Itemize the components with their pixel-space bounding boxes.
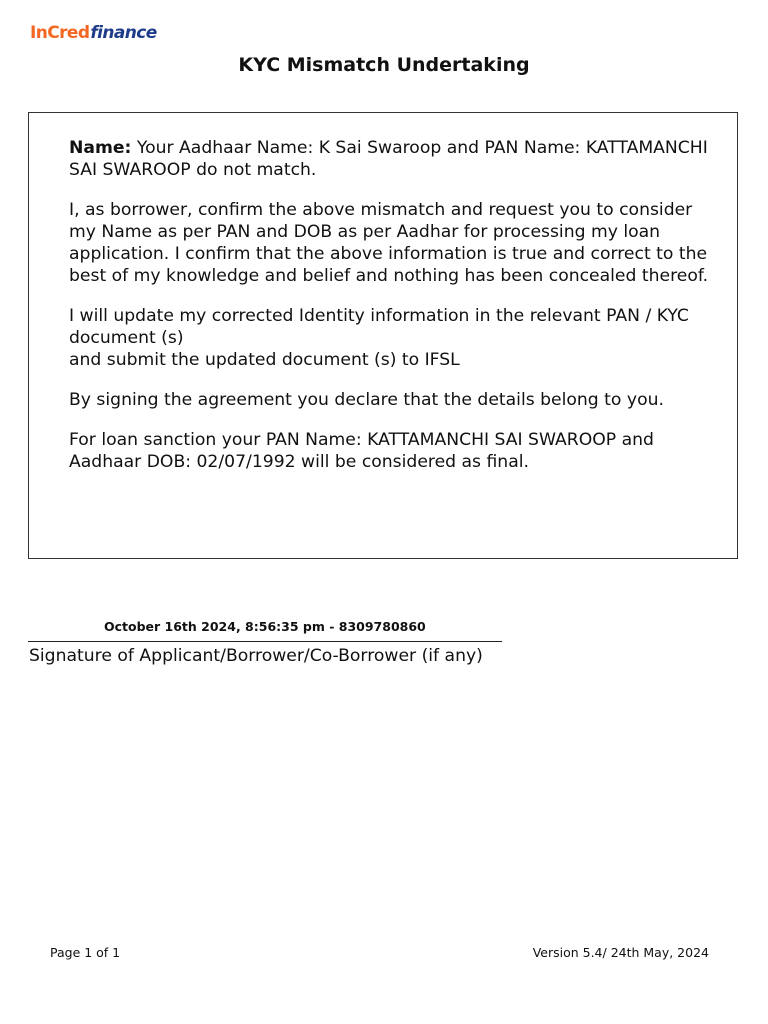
logo-suffix-text: finance (90, 23, 157, 43)
update-paragraph (69, 305, 709, 371)
incred-finance-logo (30, 23, 157, 43)
page-number: Page 1 of 1 (50, 945, 121, 960)
esign-timestamp: October 16th 2024, 8:56:35 pm - 8309780860 (104, 619, 426, 634)
confirm-paragraph: I, as borrower, confirm the above mismatch and request you to consider my Name as per PAN and DOB as per Aadhar for processing my loan application. I confirm that the above information is true and correct to the best of my knowledge and belief and nothing has been concealed thereof. (69, 200, 709, 286)
document-title: KYC Mismatch Undertaking (238, 54, 530, 76)
undertaking-content (69, 137, 709, 491)
declare-paragraph: By signing the agreement you declare that the details belong to you. (69, 390, 664, 410)
final-paragraph: For loan sanction your PAN Name: KATTAMANCHI SAI SWAROOP and Aadhaar DOB: 02/07/1992 will be considered as final. (69, 430, 654, 472)
undertaking-box (28, 112, 738, 559)
update-line-2: and submit the updated document (s) to IFSL (69, 350, 460, 370)
update-line-1: I will update my corrected Identity information in the relevant PAN / KYC document (s) (69, 306, 689, 348)
version-info: Version 5.4/ 24th May, 2024 (532, 945, 709, 960)
name-label: Name: (69, 138, 132, 158)
name-mismatch-text: Your Aadhaar Name: K Sai Swaroop and PAN Name: KATTAMANCHI SAI SWAROOP do not match. (69, 138, 708, 180)
name-mismatch-paragraph (69, 137, 709, 181)
signature-caption: Signature of Applicant/Borrower/Co-Borrower (if any) (29, 646, 483, 666)
signature-line (28, 641, 502, 642)
logo-brand-text: InCred (30, 23, 90, 43)
